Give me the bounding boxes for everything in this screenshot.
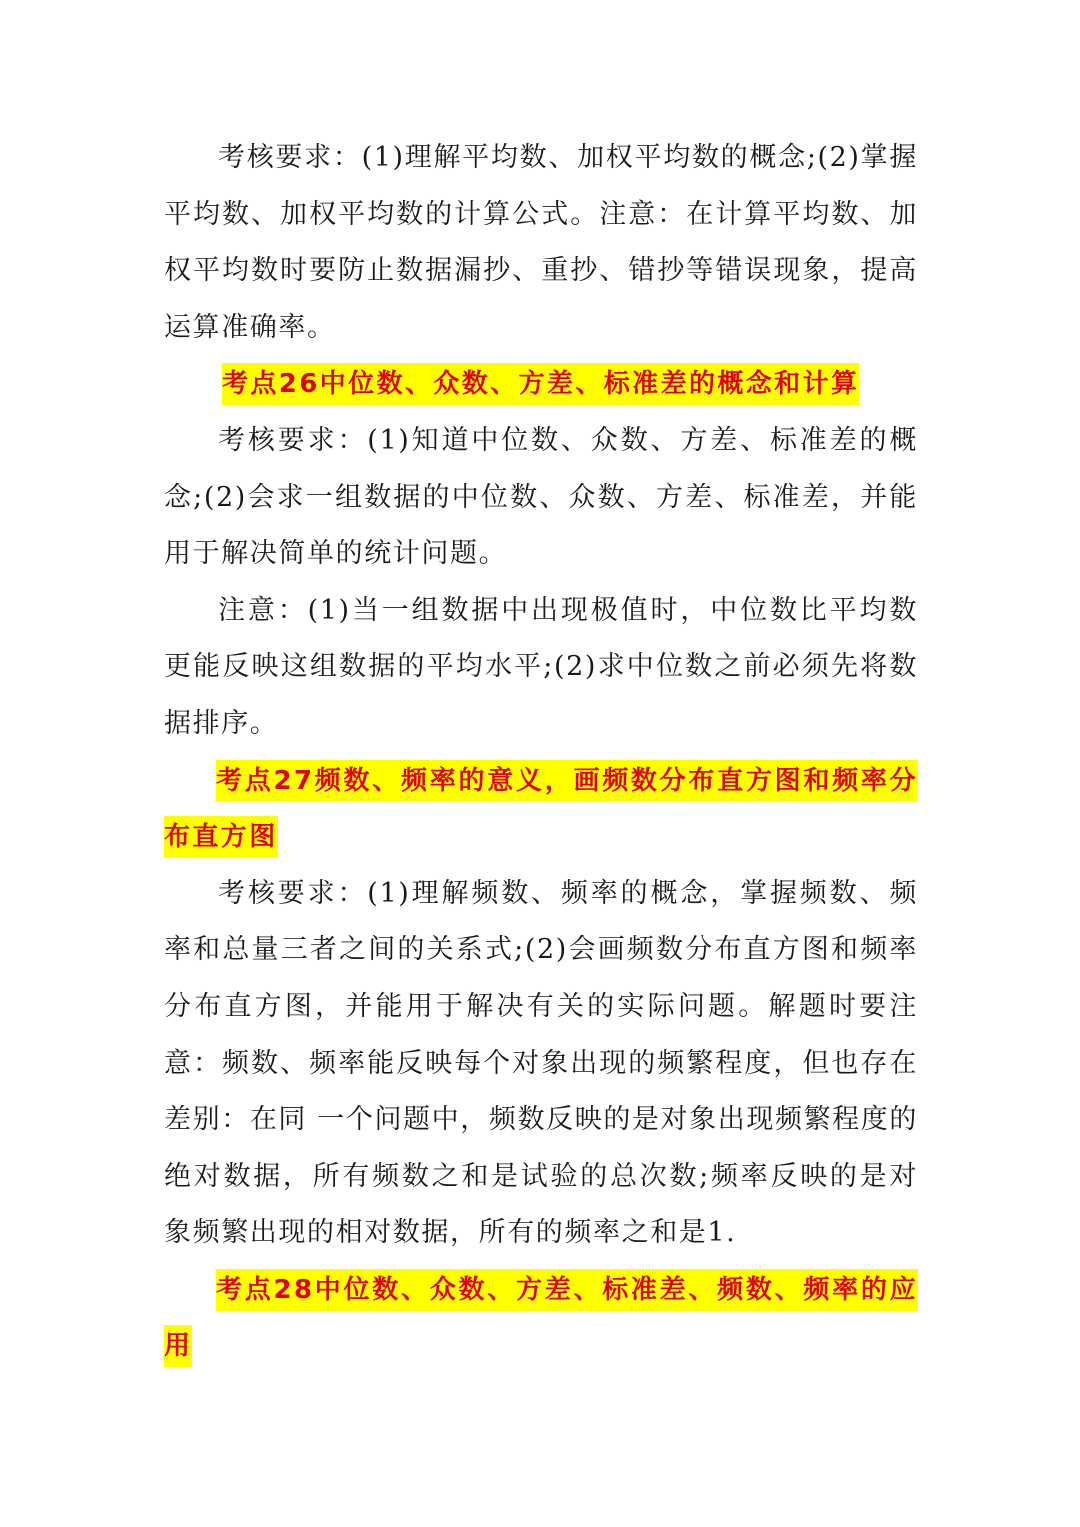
heading-text: 考点27频数、频率的意义，画频数分布直方图和频率分布直方图 xyxy=(164,760,918,859)
heading-text: 考点28中位数、众数、方差、标准差、频数、频率的应用 xyxy=(164,1269,918,1368)
paragraph-text: 考核要求：(1)知道中位数、众数、方差、标准差的概念;(2)会求一组数据的中位数、众数、方差、标准差，并能用于解决简单的统计问题。 xyxy=(164,424,918,570)
paragraph-text: 考核要求：(1)理解频数、频率的概念，掌握频数、频率和总量三者之间的关系式;(2)会画频数分布直方图和频率分布直方图，并能用于解决有关的实际问题。解题时要注意：频数、频率能反映每个对象出现的频繁程度，但也存在差别：在同 一个问题中，频数反映的是对象出现频繁程度的绝对数据，所有频数之和是试验的总次数;频率反映的是对象频繁出现的相对数据，所有的频率之和是1. xyxy=(164,877,918,1249)
paragraph-median-notes xyxy=(164,583,918,753)
heading-point-27 xyxy=(164,753,918,866)
paragraph-text: 考核要求：(1)理解平均数、加权平均数的概念;(2)掌握平均数、加权平均数的计算公式。注意：在计算平均数、加权平均数时要防止数据漏抄、重抄、错抄等错误现象，提高运算准确率。 xyxy=(164,142,918,343)
paragraph-frequency-requirements xyxy=(164,866,918,1262)
heading-point-28 xyxy=(164,1262,918,1375)
heading-point-26 xyxy=(164,356,918,413)
paragraph-average-requirements xyxy=(164,130,918,356)
document-body xyxy=(164,130,918,1375)
heading-text: 考点26中位数、众数、方差、标准差的概念和计算 xyxy=(222,363,859,405)
paragraph-median-requirements xyxy=(164,413,918,583)
paragraph-text: 注意：(1)当一组数据中出现极值时，中位数比平均数更能反映这组数据的平均水平;(2)求中位数之前必须先将数据排序。 xyxy=(164,594,918,739)
